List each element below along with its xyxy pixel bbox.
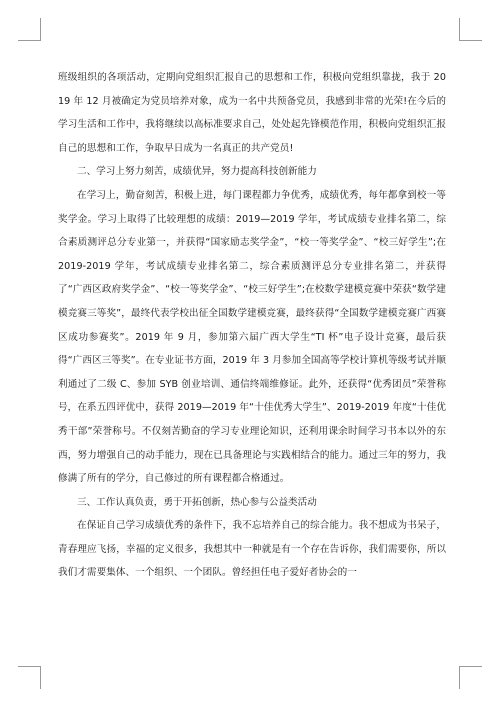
paragraph-work-activities: 在保证自己学习成绩优秀的条件下，我不忘培养自己的综合能力。我不想成为书呆子，青春理应飞扬，幸福的定义很多，我想其中一种就是有一个存在告诉你，我们需要你，所以我们才需要集体、一个组织、一个团队。曾经担任电子爱好者协会的一 bbox=[58, 520, 446, 579]
section-heading-study: 二、学习上努力刻苦，成绩优异，努力提高科技创新能力 bbox=[77, 166, 317, 178]
document-body bbox=[58, 66, 446, 585]
paragraph-party-membership: 班级组织的各项活动，定期向党组织汇报自己的思想和工作，积极向党组织靠拢，我于 2019 年 12 月被确定为党员培养对象，成为一名中共预备党员，我感到非常的光荣!在今后的学习生活和工作中，我将继续以高标准要求自己，处处起先锋模范作用，积极向党组织汇报自己的思想和工作，争取早日成为一名真正的共产党员! bbox=[58, 72, 446, 154]
section-heading-work: 三、工作认真负责，勇于开拓创新，热心参与公益类活动 bbox=[77, 496, 317, 508]
paragraph-study-achievements: 在学习上，勤奋刻苦，积极上进，每门课程都力争优秀，成绩优秀，每年都拿到校一等奖学金。学习上取得了比较理想的成绩：2019—2019 学年，考试成绩专业排名第二，综合素质测评总分专业第一，并获得“国家励志奖学金”，“校一等奖学金”、“校三好学生”;在 2019-2019 学年，考试成绩专业排名第二，综合素质测评总分专业排名第二，并获得了“广西区政府奖学金”、“校一等奖学金”、“校三好学生”;在校数学建模竞赛中荣获“数学建模竞赛三等奖”，最终代表学校出征全国数学建模竞赛，最终获得“全国数学建模竞赛广西赛区成功参赛奖”。2019 年 9 月，参加第六届广西大学生“TI 杯”电子设计竞赛，最后获得“广西区三等奖”。在专业证书方面，2019 年 3 月参加全国高等学校计算机等级考试并顺利通过了二级 C、参加 SYB 创业培训、通信终端维修证。此外，还获得“优秀团员”荣誉称号，在系五四评优中，获得 2019—2019 年“十佳优秀大学生”、2019-2019 年度“十佳优秀干部”荣誉称号。不仅刻苦勤奋的学习专业理论知识，还利用课余时间学习书本以外的东西，努力增强自己的动手能力，现在已具备理论与实践相结合的能力。通过三年的努力，我修满了所有的学分，自己修过的所有课程都合格通过。 bbox=[58, 189, 446, 485]
crop-mark-top-right bbox=[459, 18, 482, 41]
crop-mark-bottom-left bbox=[18, 666, 41, 689]
crop-mark-top-left bbox=[18, 18, 41, 41]
crop-mark-bottom-right bbox=[459, 666, 482, 689]
